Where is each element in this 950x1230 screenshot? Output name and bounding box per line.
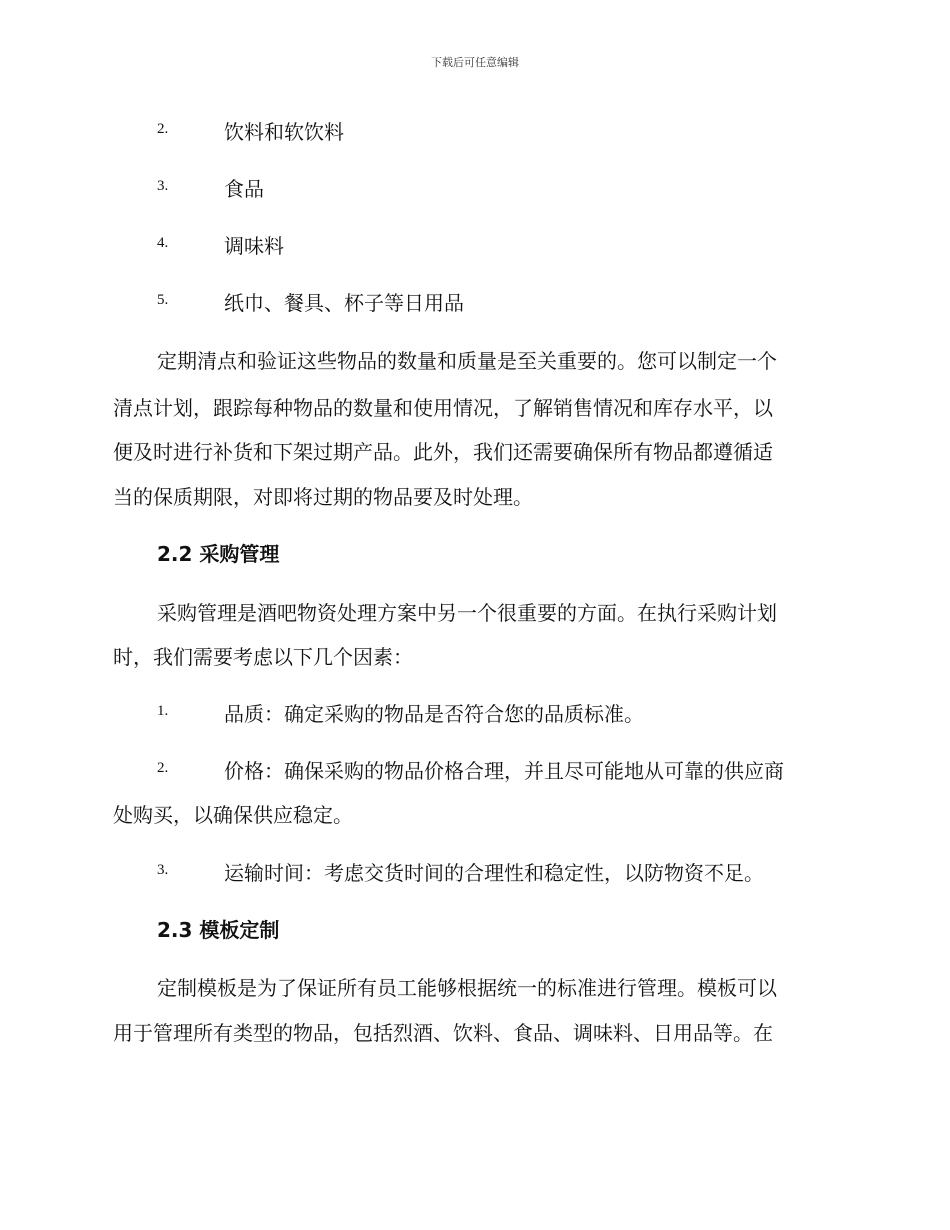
list-item-number: 1. [157, 703, 169, 719]
paragraph-line: 定期清点和验证这些物品的数量和质量是至关重要的。您可以制定一个 [157, 349, 777, 373]
section-heading: 2.2 采购管理 [157, 542, 280, 566]
list-item-text: 饮料和软饮料 [224, 120, 344, 144]
paragraph-line: 清点计划，跟踪每种物品的数量和使用情况，了解销售情况和库存水平，以 [113, 396, 773, 420]
list-item-text: 运输时间：考虑交货时间的合理性和稳定性，以防物资不足。 [224, 861, 764, 885]
list-item-text: 价格：确保采购的物品价格合理，并且尽可能地从可靠的供应商 [224, 759, 784, 783]
list-item-number: 2. [157, 121, 169, 137]
list-item-text: 纸巾、餐具、杯子等日用品 [224, 291, 464, 315]
list-item-number: 2. [157, 760, 169, 776]
list-item-text: 调味料 [224, 234, 284, 258]
section-heading: 2.3 模板定制 [157, 918, 280, 942]
page-header: 下载后可任意编辑 [431, 56, 519, 69]
list-item-text: 品质：确定采购的物品是否符合您的品质标准。 [224, 702, 644, 726]
list-item-number: 3. [157, 862, 169, 878]
paragraph-line: 定制模板是为了保证所有员工能够根据统一的标准进行管理。模板可以 [157, 976, 777, 1000]
paragraph-line: 便及时进行补货和下架过期产品。此外，我们还需要确保所有物品都遵循适 [113, 440, 773, 464]
list-item-number: 4. [157, 235, 169, 251]
paragraph-line: 时，我们需要考虑以下几个因素： [113, 645, 413, 669]
list-item-continuation: 处购买，以确保供应稳定。 [113, 803, 353, 827]
list-item-number: 3. [157, 178, 169, 194]
list-item-number: 5. [157, 292, 169, 308]
paragraph-line: 用于管理所有类型的物品，包括烈酒、饮料、食品、调味料、日用品等。在 [113, 1021, 773, 1045]
paragraph-line: 采购管理是酒吧物资处理方案中另一个很重要的方面。在执行采购计划 [157, 601, 777, 625]
list-item-text: 食品 [224, 177, 264, 201]
paragraph-line: 当的保质期限，对即将过期的物品要及时处理。 [113, 485, 533, 509]
